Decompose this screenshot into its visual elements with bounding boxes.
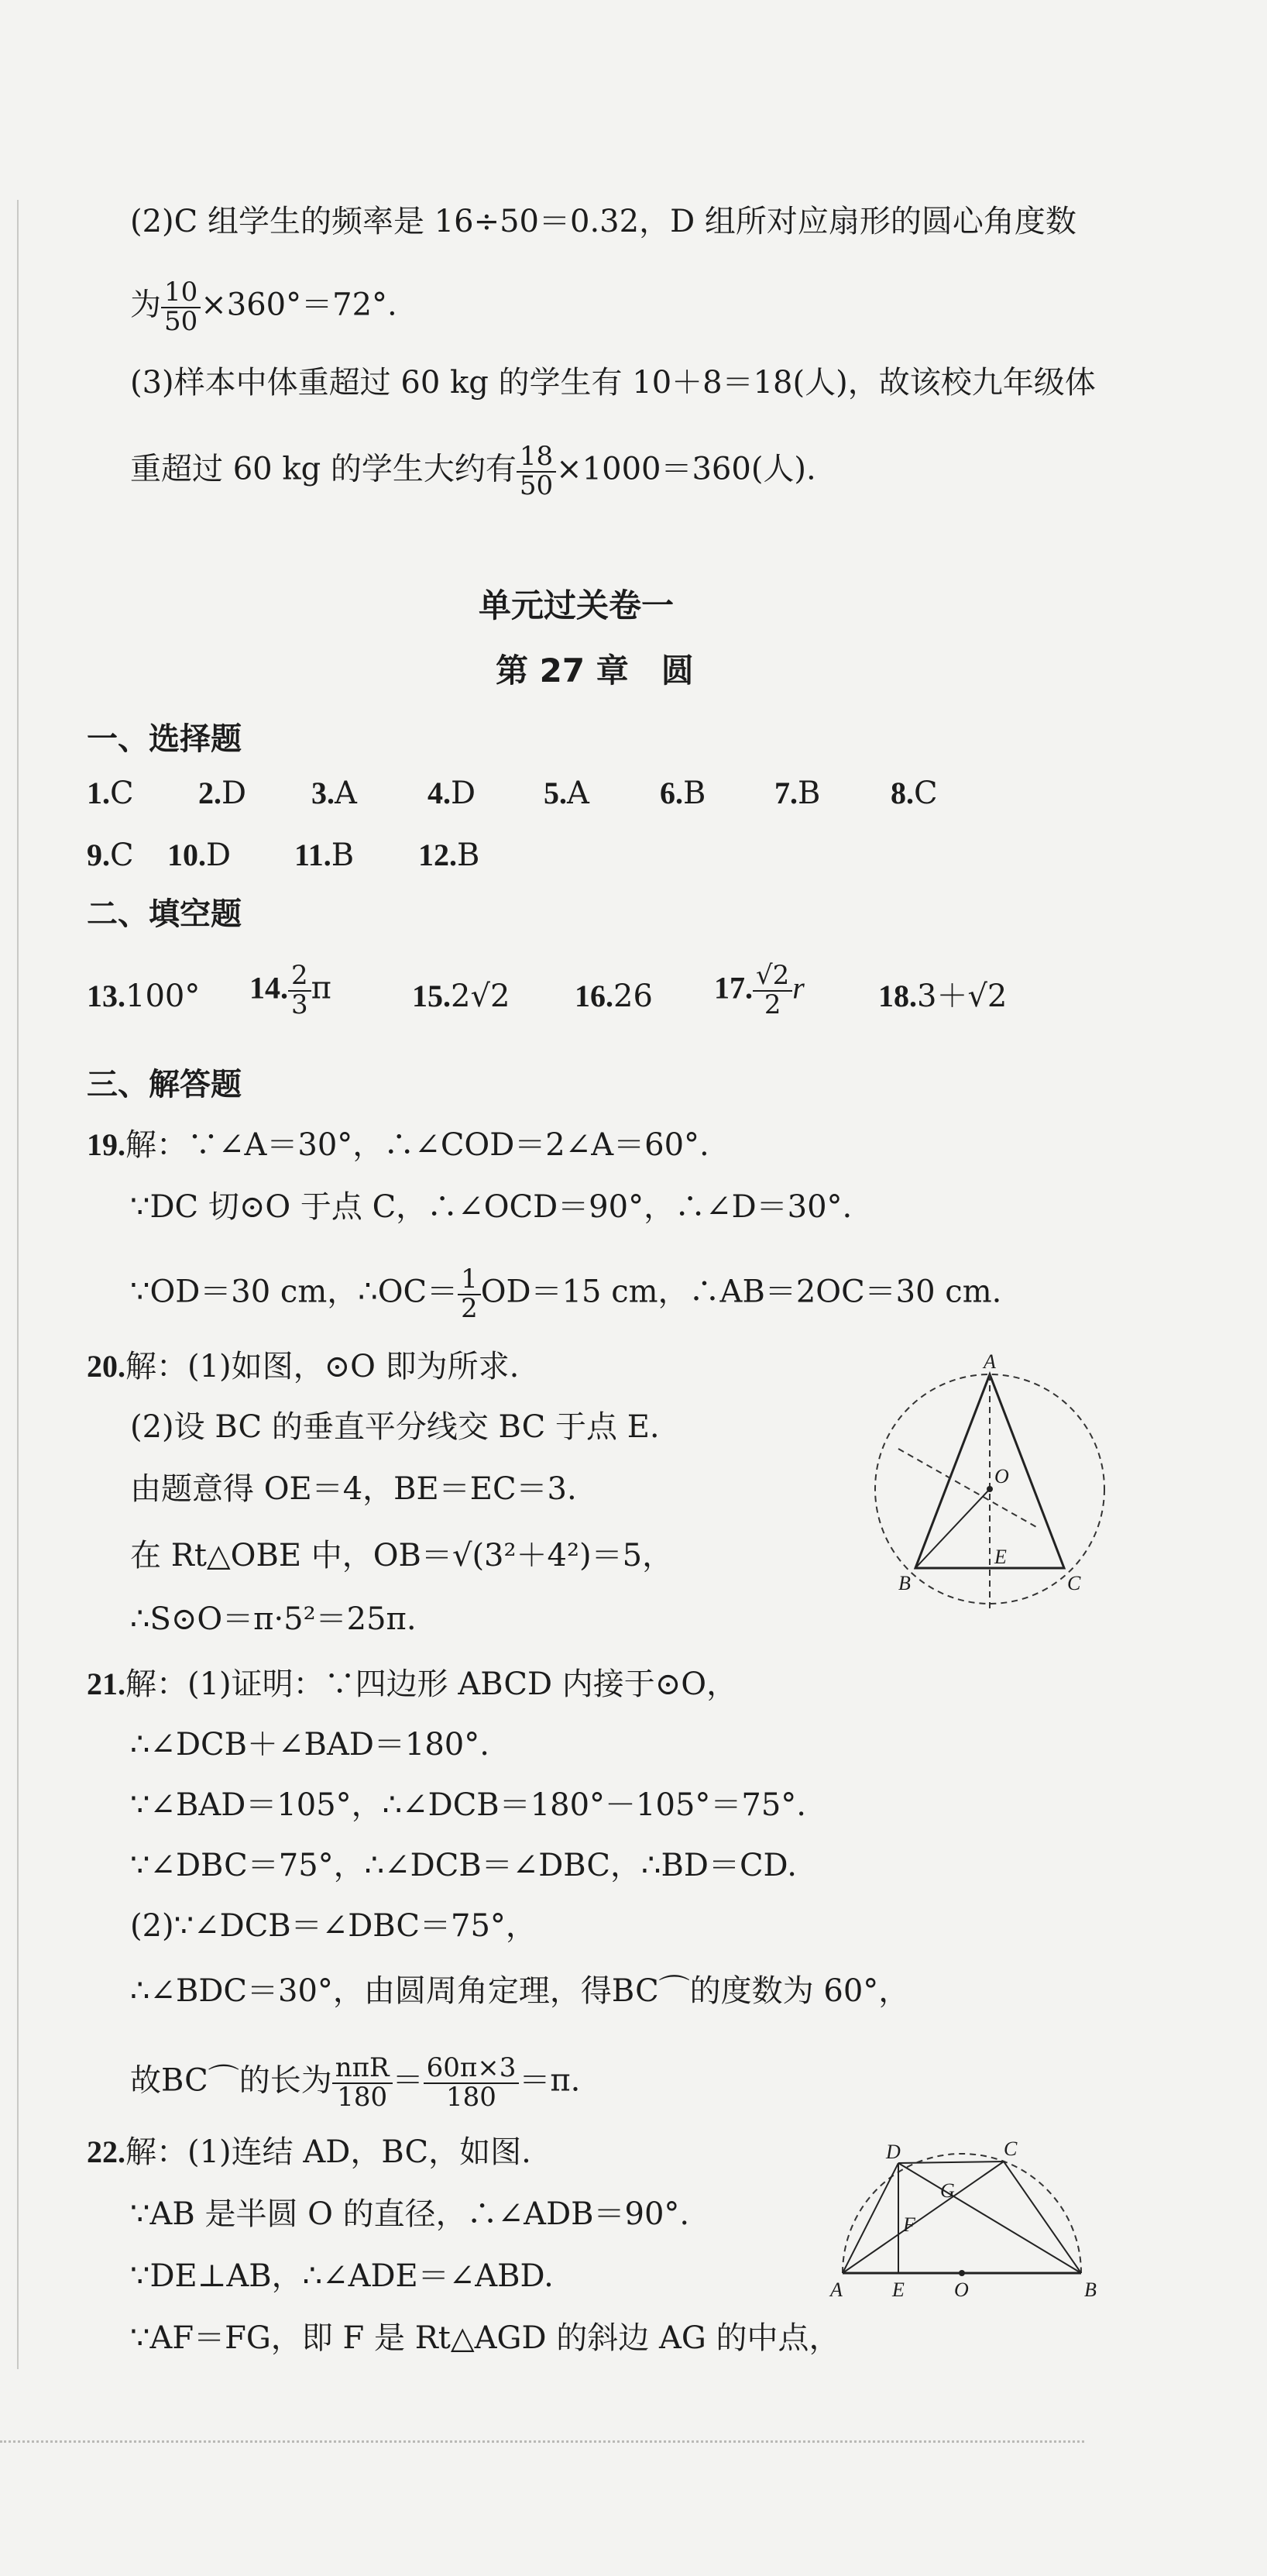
fraction: $\frac{18}{50}$ — [517, 443, 556, 500]
text-line: ∵∠DBC＝75°，∴∠DCB＝∠DBC，∴BD＝CD. — [130, 1848, 797, 1883]
label-o: O — [994, 1465, 1009, 1487]
text-line: ∵∠BAD＝105°，∴∠DCB＝180°－105°＝75°. — [130, 1787, 807, 1823]
label-b: B — [1084, 2279, 1097, 2301]
text-line: ∵DC 切⊙O 于点 C，∴∠OCD＝90°，∴∠D＝30°. — [130, 1189, 853, 1225]
text-line: 在 Rt△OBE 中，OB＝√(3²＋4²)＝5， — [130, 1538, 674, 1573]
text-line: 重超过 60 kg 的学生大约有 $\frac{18}{50}$ ×1000＝360(人). — [130, 441, 816, 501]
divider — [0, 2440, 1084, 2443]
fraction: $\frac{2}{3}$ — [288, 962, 311, 1019]
section-heading: 三、解答题 — [87, 1067, 242, 1102]
question-19-line: 19.解：∵∠A＝30°，∴∠COD＝2∠A＝60°. — [87, 1127, 709, 1163]
question-20-line: 20.解：(1)如图，⊙O 即为所求. — [87, 1349, 520, 1384]
fraction: $\frac{√2}{2}$ — [753, 962, 792, 1019]
margin-line — [17, 200, 19, 2369]
label-e: E — [994, 1546, 1007, 1568]
section-heading: 一、选择题 — [87, 721, 242, 757]
text-line: 由题意得 OE＝4，BE＝EC＝3. — [130, 1471, 577, 1507]
question-21-line: 21.解：(1)证明：∵四边形 ABCD 内接于⊙O， — [87, 1666, 738, 1702]
label-c: C — [1004, 2137, 1018, 2160]
text-line: ∴S⊙O＝π·5²＝25π. — [130, 1601, 417, 1637]
label-d: D — [886, 2141, 901, 2163]
text-line: (2)设 BC 的垂直平分线交 BC 于点 E. — [130, 1409, 660, 1445]
segment-ob — [915, 1489, 990, 1568]
text-line: (3)样本中体重超过 60 kg 的学生有 10＋8＝18(人)，故该校九年级体 — [130, 365, 1096, 401]
fraction: $\frac{60\pi\times 3}{180}$ — [424, 2055, 520, 2111]
semicircle — [843, 2154, 1081, 2273]
section-heading: 二、填空题 — [87, 896, 242, 932]
label-b: B — [898, 1572, 911, 1594]
label-f: F — [903, 2213, 915, 2236]
label-c: C — [1067, 1572, 1081, 1594]
center-dot — [959, 2270, 965, 2276]
segment-db — [898, 2163, 1081, 2273]
label-a: A — [830, 2279, 843, 2301]
text-line: ∵AF＝FG，即 F 是 Rt△AGD 的斜边 AG 的中点， — [130, 2320, 840, 2356]
segment-dc — [898, 2162, 1004, 2163]
label-e: E — [892, 2279, 905, 2301]
text-line: ∵DE⊥AB，∴∠ADE＝∠ABD. — [130, 2258, 554, 2294]
label-o: O — [954, 2279, 969, 2301]
q20-figure — [867, 1348, 1115, 1635]
text-line: ∴∠BDC＝30°，由圆周角定理，得BC⌒的度数为 60°， — [130, 1973, 910, 2009]
text-line: ∵AB 是半圆 O 的直径，∴∠ADB＝90°. — [130, 2196, 690, 2232]
label-a: A — [984, 1350, 996, 1373]
segment-cb — [1004, 2162, 1081, 2273]
fraction: $\frac{\text{nπR}}{180}$ — [332, 2055, 393, 2111]
text-line: ∴∠DCB＋∠BAD＝180°. — [130, 1727, 489, 1763]
segment-ad — [843, 2163, 898, 2273]
q22-figure — [821, 2135, 1107, 2306]
question-22-line: 22.解：(1)连结 AD，BC，如图. — [87, 2134, 531, 2170]
text-line: (2)∵∠DCB＝∠DBC＝75°， — [130, 1908, 537, 1944]
fraction: $\frac{10}{50}$ — [161, 279, 201, 335]
text-line: 为 $\frac{10}{50}$ ×360°＝72°. — [130, 277, 397, 337]
label-g: G — [940, 2179, 955, 2202]
text-line: (2)C 组学生的频率是 16÷50＝0.32，D 组所对应扇形的圆心角度数 — [130, 204, 1076, 239]
text-line: ∵OD＝30 cm，∴OC＝ $\frac{1}{2}$ OD＝15 cm，∴AB＝2OC＝30 cm. — [130, 1264, 1002, 1324]
fraction: $\frac{1}{2}$ — [458, 1266, 481, 1322]
perpendicular-bisector — [898, 1449, 1038, 1528]
chapter-title: 第 27 章 圆 — [496, 652, 694, 690]
center-dot — [987, 1486, 993, 1492]
text-line: 故BC⌒的长为 $\frac{\text{nπR}}{180}$ ＝ $\frac{60\pi\times 3}{180}$ ＝π. — [130, 2052, 581, 2113]
page-title: 单元过关卷一 — [479, 586, 675, 624]
